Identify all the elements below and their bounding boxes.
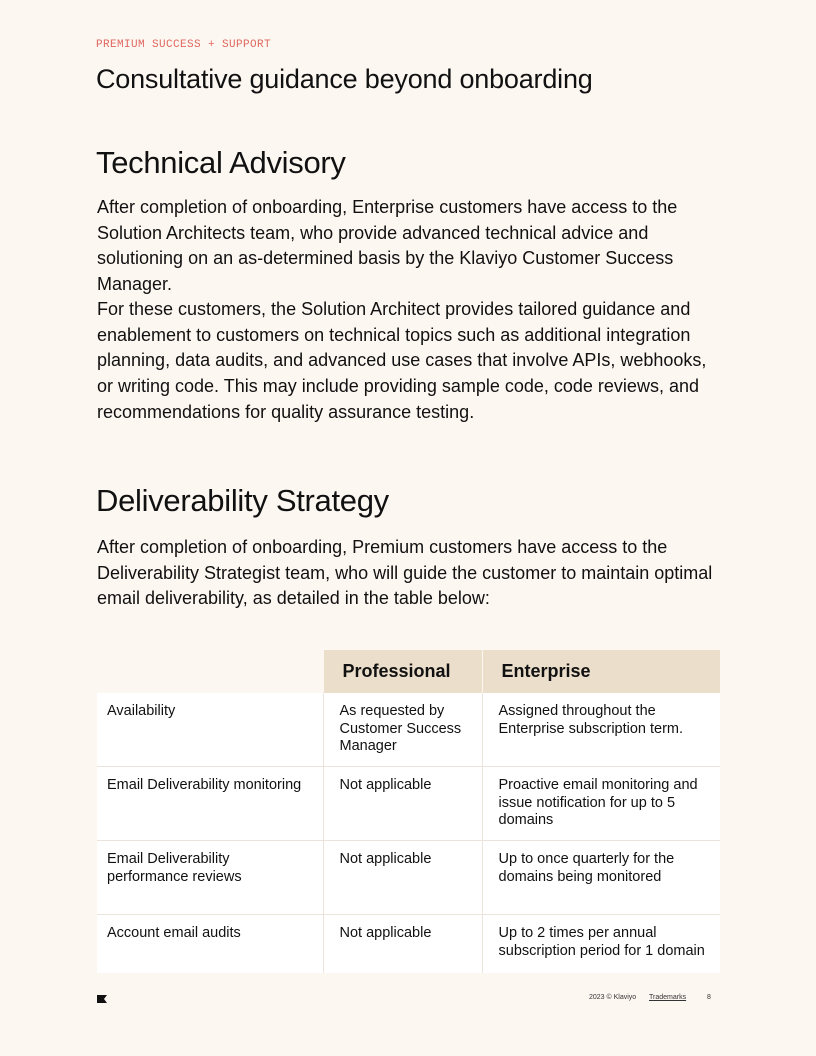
table-header-enterprise: Enterprise xyxy=(482,650,720,693)
table-row xyxy=(97,915,720,974)
row-label-availability: Availability xyxy=(97,693,323,767)
table-row xyxy=(97,693,720,767)
cell-professional: Not applicable xyxy=(323,841,482,915)
deliverability-table xyxy=(97,650,720,973)
table-header-professional: Professional xyxy=(323,650,482,693)
trademarks-link[interactable]: Trademarks xyxy=(649,994,687,1001)
cell-enterprise: Proactive email monitoring and issue notification for up to 5 domains xyxy=(482,767,720,841)
footer-copyright: 2023 © Klaviyo xyxy=(589,994,637,1001)
table-row xyxy=(97,841,720,915)
technical-advisory-paragraph-1: After completion of onboarding, Enterprise customers have access to the Solution Architects team, who provide advanced technical advice and solutioning on an as-determined basis by the Klaviyo Customer Success Manager. xyxy=(97,197,678,295)
page-title: Consultative guidance beyond onboarding xyxy=(96,64,593,94)
table-row xyxy=(97,767,720,841)
table-header-blank xyxy=(97,650,323,693)
klaviyo-flag-icon xyxy=(97,995,107,1003)
table-header-row xyxy=(97,650,720,693)
cell-professional: Not applicable xyxy=(323,767,482,841)
cell-enterprise: Up to once quarterly for the domains being monitored xyxy=(482,841,720,915)
row-label-audits: Account email audits xyxy=(97,915,323,974)
page-number: 8 xyxy=(707,994,711,1001)
cell-enterprise: Up to 2 times per annual subscription period for 1 domain xyxy=(482,915,720,974)
technical-advisory-paragraph-2: For these customers, the Solution Architect provides tailored guidance and enablement to customers on technical topics such as additional integration planning, data audits, and advanced use cases that involve APIs, webhooks, or writing code. This may include providing sample code, code reviews, and recommendations for quality assurance testing. xyxy=(97,299,707,422)
deliverability-strategy-paragraph: After completion of onboarding, Premium customers have access to the Deliverability Strategist team, who will guide the customer to maintain optimal email deliverability, as detailed in the table below: xyxy=(97,537,713,609)
row-label-monitoring: Email Deliverability monitoring xyxy=(97,767,323,841)
cell-professional: As requested by Customer Success Manager xyxy=(323,693,482,767)
deliverability-strategy-heading: Deliverability Strategy xyxy=(96,483,389,518)
technical-advisory-heading: Technical Advisory xyxy=(96,145,346,180)
cell-enterprise: Assigned throughout the Enterprise subscription term. xyxy=(482,693,720,767)
eyebrow-label: PREMIUM SUCCESS + SUPPORT xyxy=(96,39,272,51)
row-label-performance-reviews: Email Deliverability performance reviews xyxy=(97,841,323,915)
cell-professional: Not applicable xyxy=(323,915,482,974)
